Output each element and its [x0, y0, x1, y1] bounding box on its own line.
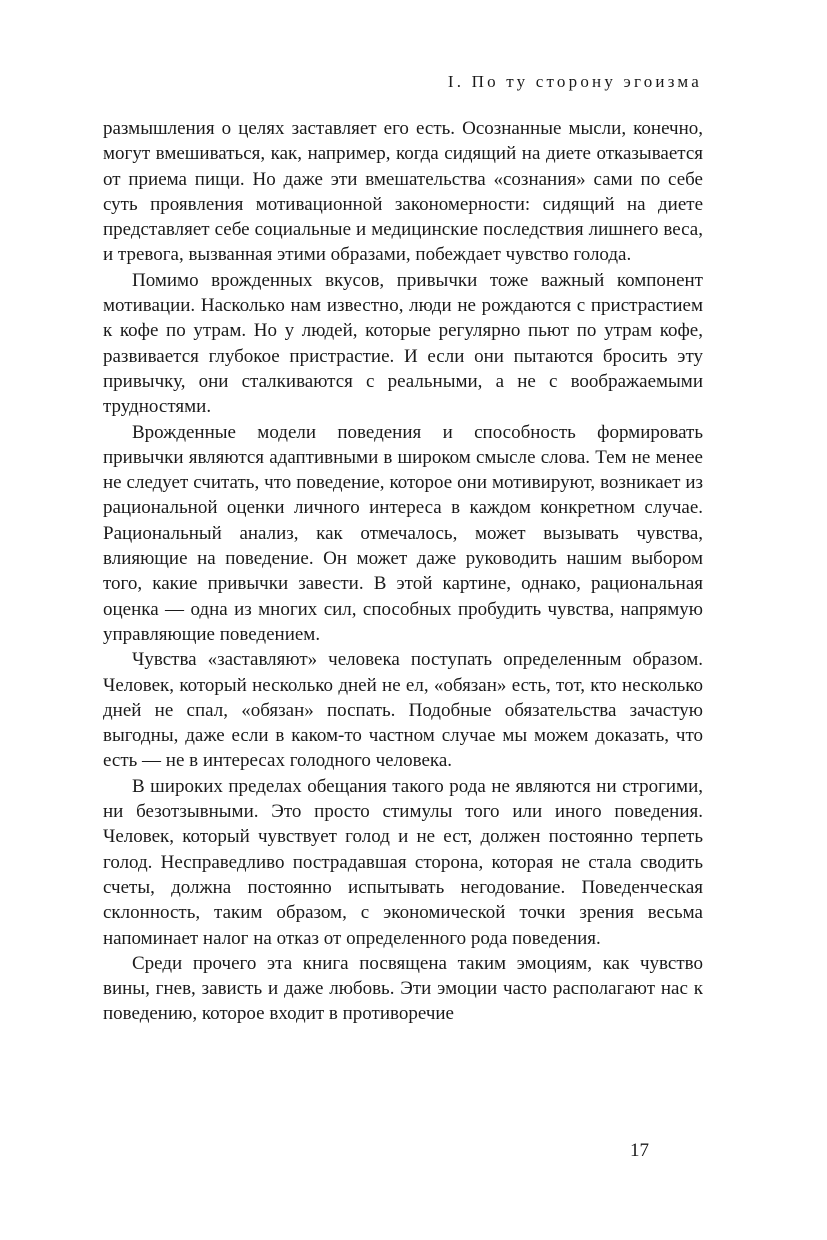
paragraph: Врожденные модели поведения и способность формировать привычки являются адаптивными в широком смысле слова. Тем не менее не следует считать, что поведение, которое они мотивируют, возникает из рациональной оценки личного интереса в каждом конкретном случае. Рациональный анализ, как отмечалось, может вызывать чувства, влияющие на поведение. Он может даже руководить нашим выбором того, какие привычки завести. В этой картине, однако, рациональная оценка — одна из многих сил, способных пробудить чувства, напрямую управляющие поведением. — [103, 421, 703, 645]
running-header: I. По ту сторону эгоизма — [447, 72, 702, 91]
paragraph: Помимо врожденных вкусов, привычки тоже важный компонент мотивации. Насколько нам известно, люди не рождаются с пристрастием к кофе по утрам. Но у людей, которые регулярно пьют по утрам кофе, развивается глубокое пристрастие. И если они пытаются бросить эту привычку, они сталкиваются с реальными, а не с воображаемыми трудностями. — [103, 269, 703, 418]
body-text — [103, 116, 703, 1027]
paragraph: Чувства «заставляют» человека поступать определенным образом. Человек, который несколько дней не ел, «обязан» есть, тот, кто несколько дней не спал, «обязан» поспать. Подобные обязательства зачастую выгодны, даже если в каком-то частном случае мы можем доказать, что есть — не в интересах голодного человека. — [103, 649, 703, 772]
paragraph: В широких пределах обещания такого рода не являются ни строгими, ни безотзывными. Это просто стимулы того или иного поведения. Человек, который чувствует голод и не ест, должен постоянно терпеть голод. Несправедливо пострадавшая сторона, которая не стала сводить счеты, должна постоянно испытывать негодование. Поведенческая склонность, таким образом, с экономической точки зрения весьма напоминает налог на отказ от определенного рода поведения. — [103, 775, 703, 949]
paragraph: размышления о целях заставляет его есть. Осознанные мысли, конечно, могут вмешиваться, как, например, когда сидящий на диете отказывается от приема пищи. Но даже эти вмешательства «сознания» сами по себе суть проявления мотивационной закономерности: сидящий на диете представляет себе социальные и медицинские последствия лишнего веса, и тревога, вызванная этими образами, побеждает чувство голода. — [103, 118, 703, 266]
page-number: 17 — [630, 1140, 649, 1161]
paragraph: Среди прочего эта книга посвящена таким эмоциям, как чувство вины, гнев, зависть и даже любовь. Эти эмоции часто располагают нас к поведению, которое входит в противоречие — [103, 952, 703, 1025]
